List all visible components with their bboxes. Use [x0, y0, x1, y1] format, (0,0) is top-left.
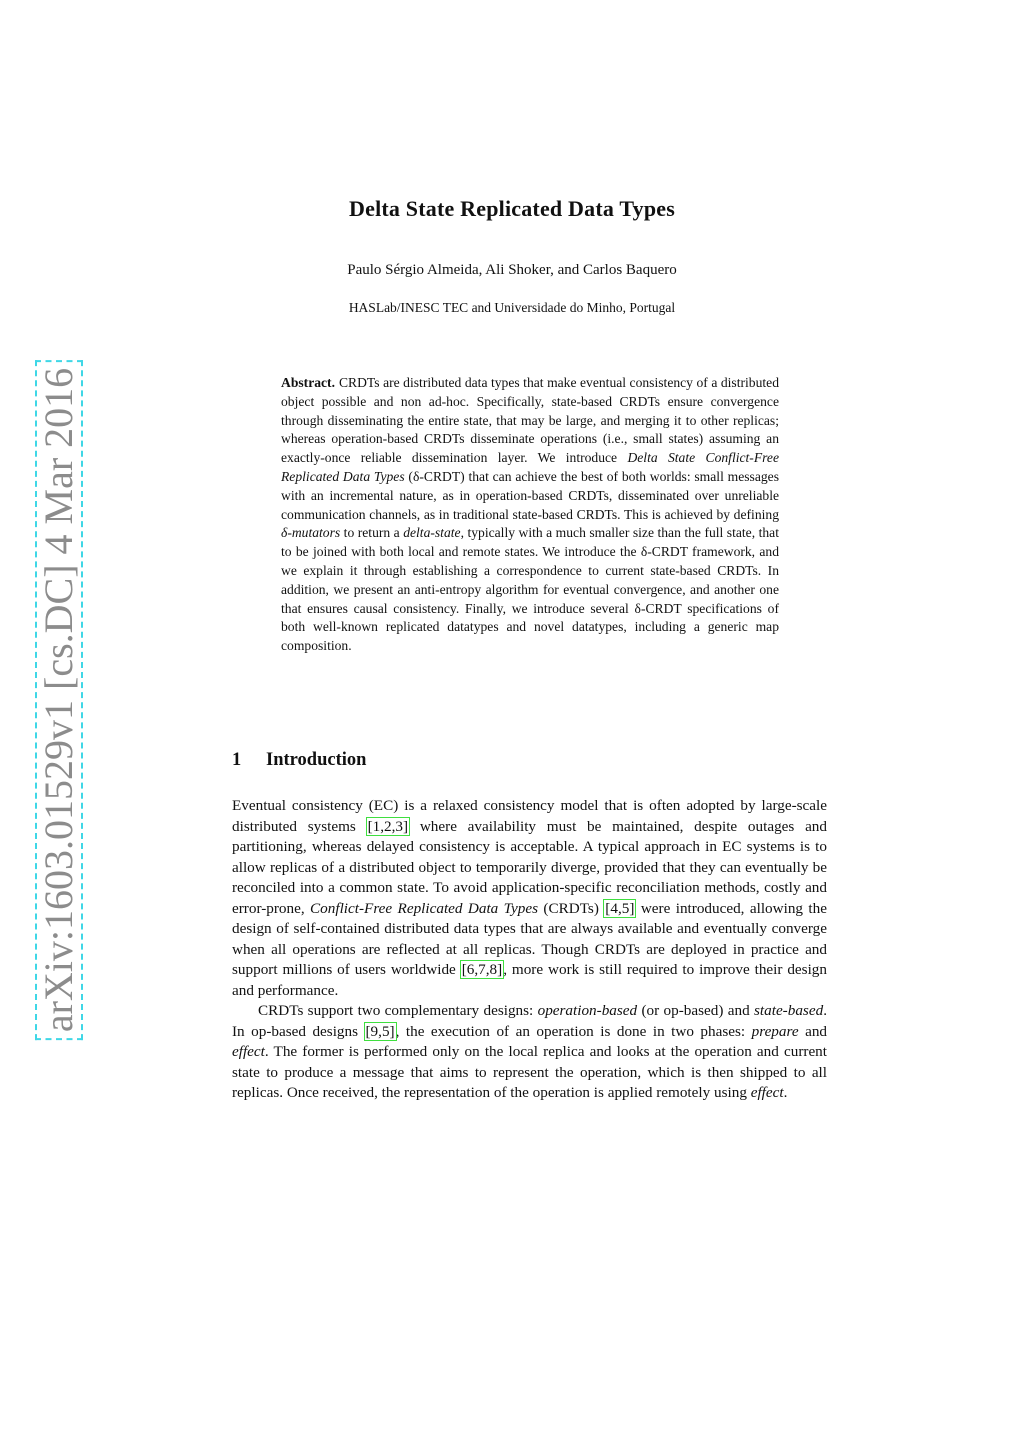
- paragraph-text: CRDTs support two complementary designs:: [258, 1002, 538, 1019]
- paper-title: Delta State Replicated Data Types: [349, 196, 675, 221]
- paragraph-emphasis: state-based: [754, 1002, 824, 1019]
- paragraph-text: (CRDTs): [538, 899, 605, 917]
- paragraph-text: (or op-based) and: [637, 1002, 754, 1019]
- paper-affiliation: HASLab/INESC TEC and Universidade do Minho, Portugal: [348, 300, 676, 315]
- paragraph-emphasis: effect: [750, 1084, 784, 1101]
- citation-link[interactable]: [4,5]: [605, 899, 635, 917]
- paragraph-emphasis: prepare: [751, 1022, 799, 1040]
- paragraph-text: .: [783, 1084, 788, 1101]
- section-title: Introduction: [266, 750, 367, 770]
- paragraph-text: Eventual consistency (EC) is a relaxed consistency model that is often adopted by large-scale distributed systems: [232, 797, 827, 835]
- citation-link[interactable]: [9,5]: [365, 1022, 395, 1040]
- abstract: [281, 374, 779, 656]
- citation-link[interactable]: [1,2,3]: [367, 817, 409, 835]
- paragraph-text: , more work is still required to improve their design and performance.: [232, 961, 827, 999]
- paragraph-text: . In op-based designs: [232, 1002, 827, 1040]
- paragraph-text: . The former is performed only on the local replica and looks at the operation and current state to produce a message that aims to represent the operation, which is then shipped to all replicas. Once received, the representation of the operation is applied remotely using: [232, 1043, 827, 1101]
- abstract-text: CRDTs are distributed data types that make eventual consistency of a distributed object possible and non ad-hoc. Specifically, state-based CRDTs ensure convergence through disseminating the entire state, that may be large, and merging it to other replicas; whereas operation-based CRDTs disseminate operations (i.e., small states) assuming an exactly-once reliable dissemination layer. We introduce: [281, 375, 779, 466]
- paragraph-text: , the execution of an operation is done in two phases:: [395, 1022, 752, 1040]
- paragraph: [232, 1001, 827, 1104]
- paragraph-emphasis: effect: [232, 1043, 265, 1060]
- paragraph-text: were introduced, allowing the design of self-contained distributed data types that are always available and eventually converge when all operations are reflected at all replicas. Though CRDTs are deployed in practice and support millions of users worldwide: [232, 899, 827, 978]
- abstract-emphasis: Delta State Conflict-Free Replicated Data Types: [281, 450, 779, 484]
- abstract-emphasis: delta-state: [403, 525, 461, 541]
- arxiv-identifier: arXiv:1603.01529v1 [cs.DC] 4 Mar 2016: [35, 360, 83, 1040]
- abstract-emphasis: δ-mutators: [281, 525, 341, 541]
- body-text: [232, 796, 827, 1104]
- paragraph-text: and: [798, 1022, 828, 1040]
- paper-authors: Paulo Sérgio Almeida, Ali Shoker, and Carlos Baquero: [347, 262, 677, 278]
- section-number: 1: [232, 750, 242, 770]
- paragraph-text: where availability must be maintained, despite outages and partitioning, whereas delayed consistency is acceptable. A typical approach in EC systems is to allow replicas of a distributed object to temporarily diverge, provided that they can eventually be reconciled into a common state. To avoid application-specific reconciliation methods, costly and error-prone,: [232, 817, 827, 917]
- section-heading: [232, 750, 366, 771]
- abstract-text: , typically with a much smaller size than the full state, that to be joined with both local and remote states. We introduce the δ-CRDT framework, and we explain it through establishing a correspondence to current state-based CRDTs. In addition, we present an anti-entropy algorithm for eventual convergence, and another one that ensures causal consistency. Finally, we introduce several δ-CRDT specifications of both well-known replicated datatypes and novel datatypes, including a generic map composition.: [281, 525, 779, 654]
- paragraph: [232, 796, 827, 1001]
- citation-link[interactable]: [6,7,8]: [461, 961, 503, 978]
- abstract-text: to return a: [340, 525, 404, 541]
- abstract-text: (δ-CRDT) that can achieve the best of both worlds: small messages with an incremental nature, as in operation-based CRDTs, disseminated over unreliable communication channels, as in traditional state-based CRDTs. This is achieved by defining: [281, 468, 779, 522]
- paragraph-emphasis: Conflict-Free Replicated Data Types: [310, 899, 538, 917]
- abstract-label: Abstract.: [281, 375, 335, 390]
- paragraph-emphasis: operation-based: [537, 1002, 638, 1019]
